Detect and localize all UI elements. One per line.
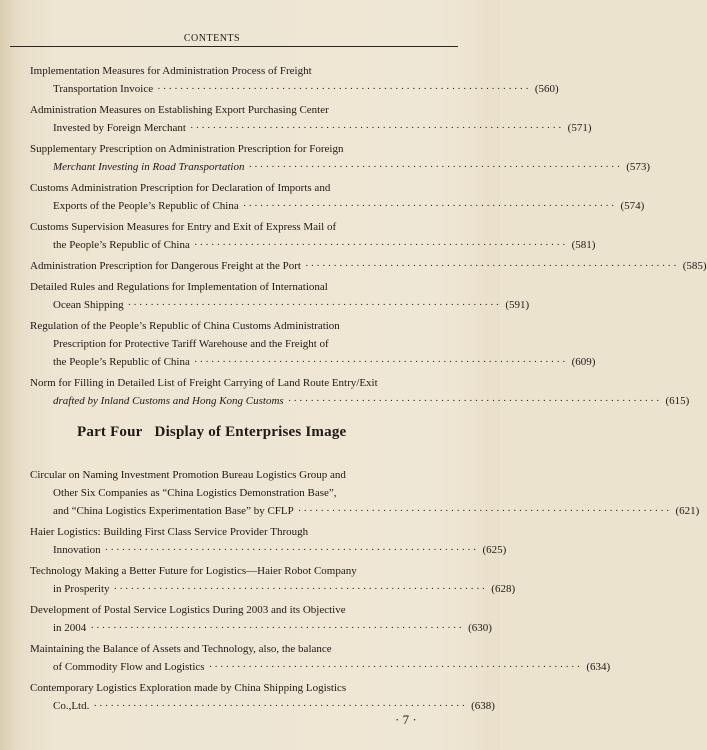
toc-entry bbox=[30, 257, 707, 275]
toc-entry-text: the People’s Republic of China bbox=[53, 356, 190, 368]
toc-entry-line: Supplementary Prescription on Administration Prescription for Foreign bbox=[30, 143, 344, 155]
page-number: · 7 · bbox=[395, 712, 417, 727]
toc-page-ref: (638) bbox=[471, 700, 495, 712]
toc-entry-final-line bbox=[30, 119, 592, 137]
toc-entry-line: Norm for Filling in Detailed List of Freight Carrying of Land Route Entry/Exit bbox=[30, 377, 378, 389]
dot-leader: ·································································· bbox=[287, 395, 662, 407]
dot-leader: ·································································· bbox=[304, 260, 679, 272]
toc-entry-final-line bbox=[30, 658, 611, 676]
toc-entry bbox=[30, 679, 495, 715]
toc-entry bbox=[30, 374, 690, 410]
toc-page-ref: (621) bbox=[675, 505, 700, 517]
dot-leader: ·································································· bbox=[113, 583, 488, 595]
part-title: Display of Enterprises Image bbox=[154, 424, 347, 440]
toc-entry-text: the People’s Republic of China bbox=[53, 239, 190, 251]
toc-entry-line: Haier Logistics: Building First Class Service Provider Through bbox=[30, 526, 309, 538]
toc-entry-final-line bbox=[30, 257, 707, 275]
toc-entry-line: Development of Postal Service Logistics During 2003 and its Objective bbox=[30, 604, 346, 616]
toc-entry-final-line bbox=[30, 158, 651, 176]
dot-leader: ·································································· bbox=[189, 122, 564, 134]
toc-entry bbox=[30, 523, 507, 559]
toc-entry bbox=[30, 62, 559, 98]
dot-leader: ·································································· bbox=[208, 661, 583, 673]
toc-page-ref: (560) bbox=[534, 83, 559, 95]
toc-entry bbox=[30, 466, 700, 520]
toc-page-ref: (585) bbox=[682, 260, 707, 272]
toc-page-ref: (628) bbox=[491, 583, 516, 595]
toc-entry-text: Merchant Investing in Road Transportation bbox=[53, 161, 245, 173]
toc-entry-line: Customs Administration Prescription for Declaration of Imports and bbox=[30, 182, 331, 194]
toc-page-ref: (615) bbox=[665, 395, 690, 407]
toc-page-ref: (630) bbox=[468, 622, 492, 634]
toc-section-part-four bbox=[30, 466, 700, 718]
dot-leader: ·································································· bbox=[248, 161, 623, 173]
toc-entry bbox=[30, 101, 592, 137]
toc-entry-line: Detailed Rules and Regulations for Implementation of International bbox=[30, 281, 328, 293]
toc-entry-line: Maintaining the Balance of Assets and Technology, also, the balance bbox=[30, 643, 332, 655]
toc-entry-final-line bbox=[30, 502, 700, 520]
toc-page-ref: (581) bbox=[571, 239, 596, 251]
toc-entry bbox=[30, 317, 596, 371]
toc-entry-text: in Prosperity bbox=[53, 583, 110, 595]
dot-leader: ·································································· bbox=[157, 83, 531, 95]
toc-page-ref: (609) bbox=[571, 356, 596, 368]
toc-page-ref: (574) bbox=[620, 200, 645, 212]
toc-entry-final-line bbox=[30, 619, 492, 637]
toc-page-ref: (634) bbox=[586, 661, 611, 673]
toc-entry-text: in 2004 bbox=[53, 622, 87, 634]
toc-entry bbox=[30, 140, 651, 176]
dot-leader: ·································································· bbox=[104, 544, 479, 556]
toc-entry-final-line bbox=[30, 541, 507, 559]
toc-entry-text: and “China Logistics Experimentation Base” by CFLP bbox=[53, 505, 294, 517]
toc-entry bbox=[30, 179, 645, 215]
dot-leader: ·································································· bbox=[93, 700, 468, 712]
header-title: CONTENTS bbox=[183, 33, 241, 44]
dot-leader: ·································································· bbox=[242, 200, 617, 212]
toc-page-ref: (625) bbox=[482, 544, 507, 556]
toc-entry-text: Invested by Foreign Merchant bbox=[53, 122, 186, 134]
toc-entry-text: Co.,Ltd. bbox=[53, 700, 90, 712]
header-rule bbox=[10, 46, 458, 47]
toc-entry-text: Exports of the People’s Republic of China bbox=[53, 200, 239, 212]
toc-entry-text: Ocean Shipping bbox=[53, 299, 124, 311]
dot-leader: ·································································· bbox=[193, 239, 568, 251]
part-heading bbox=[77, 424, 346, 441]
toc-entry bbox=[30, 601, 492, 637]
toc-entry-final-line bbox=[30, 296, 530, 314]
toc-entry-line: Technology Making a Better Future for Logistics—Haier Robot Company bbox=[30, 565, 357, 577]
toc-page-ref: (591) bbox=[505, 299, 530, 311]
toc-entry-text: of Commodity Flow and Logistics bbox=[53, 661, 205, 673]
toc-entry bbox=[30, 218, 596, 254]
toc-entry-final-line bbox=[30, 197, 645, 215]
dot-leader: ·································································· bbox=[297, 505, 672, 517]
toc-entry bbox=[30, 278, 530, 314]
toc-entry-line: Customs Supervision Measures for Entry and Exit of Express Mail of bbox=[30, 221, 337, 233]
toc-entry-final-line bbox=[30, 80, 559, 98]
toc-entry-line: Regulation of the People’s Republic of China Customs Administration bbox=[30, 320, 340, 332]
part-label: Part Four bbox=[77, 424, 143, 440]
toc-entry-line: Contemporary Logistics Exploration made by China Shipping Logistics bbox=[30, 682, 347, 694]
toc-entry-final-line bbox=[30, 236, 596, 254]
running-header bbox=[0, 28, 500, 46]
toc-entry-text: Transportation Invoice bbox=[53, 83, 154, 95]
toc-entry-final-line bbox=[30, 392, 690, 410]
toc-entry-text: Administration Prescription for Dangerous Freight at the Port bbox=[30, 260, 301, 272]
toc-entry-text: drafted by Inland Customs and Hong Kong Customs bbox=[53, 395, 284, 407]
toc-entry-final-line bbox=[30, 697, 495, 715]
dot-leader: ·································································· bbox=[193, 356, 568, 368]
toc-entry-line: Prescription for Protective Tariff Warehouse and the Freight of bbox=[53, 338, 329, 350]
toc-entry-line: Circular on Naming Investment Promotion Bureau Logistics Group and bbox=[30, 469, 346, 481]
dot-leader: ·································································· bbox=[90, 622, 465, 634]
dot-leader: ·································································· bbox=[127, 299, 502, 311]
toc-entry-final-line bbox=[30, 580, 516, 598]
toc-entry-line: Other Six Companies as “China Logistics Demonstration Base”, bbox=[53, 487, 337, 499]
toc-page-ref: (571) bbox=[567, 122, 592, 134]
toc-entry-text: Innovation bbox=[53, 544, 101, 556]
toc-entry-line: Administration Measures on Establishing Export Purchasing Center bbox=[30, 104, 329, 116]
toc-entry-final-line bbox=[30, 353, 596, 371]
toc-entry bbox=[30, 562, 516, 598]
toc-entry bbox=[30, 640, 611, 676]
toc-page-ref: (573) bbox=[626, 161, 651, 173]
toc-entry-line: Implementation Measures for Administration Process of Freight bbox=[30, 65, 312, 77]
toc-section-part-three bbox=[30, 62, 707, 413]
